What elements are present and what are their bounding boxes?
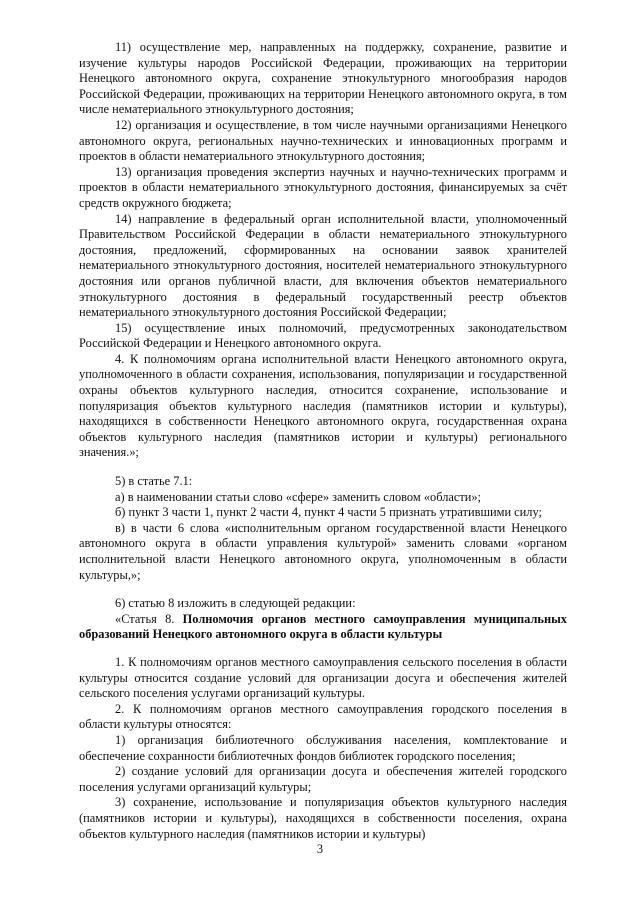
article-8-heading: [79, 612, 567, 643]
article-8-heading-prefix: «Статья 8.: [115, 611, 175, 626]
paragraph-article-7-1: 5) в статье 7.1:: [115, 474, 193, 489]
page-number: 3: [316, 842, 324, 856]
article-8-part-2-item-2: 2) создание условий для организации досуга и обеспечения жителей городского поселения услугами организаций культуры;: [79, 764, 567, 794]
article-8-heading-title: Полномочия органов местного самоуправления муниципальных образований Ненецкого автономного округа в области культуры: [79, 611, 567, 642]
paragraph-part-4: 4. К полномочиям органа исполнительной власти Ненецкого автономного округа, уполномоченного в области сохранения, использования, популяризации и государственной охраны объектов культурного наследия, относится сохранение, использование и популяризация объектов культурного наследия (памятников истории и культуры), находящихся в собственности Ненецкого автономного округа, государственная охрана объектов культурного наследия (памятников истории и культуры) регионального значения.»;: [79, 351, 567, 460]
paragraph-item-14: 14) направление в федеральный орган исполнительной власти, уполномоченный Правительством Российской Федерации в области нематериального этнокультурного достояния, предложений, сформированных на основании заявок хранителей нематериального этнокультурного достояния, носителей нематериального этнокультурного достояния или органов публичной власти, для включения объектов нематериального этнокультурного достояния в федеральный государственный реестр объектов нематериального этнокультурного достояния Российской Федерации;: [79, 211, 567, 320]
article-8-part-2: 2. К полномочиям органов местного самоуправления городского поселения в области культуры относятся:: [79, 701, 567, 732]
article-8-part-2-item-3: 3) сохранение, использование и популяризация объектов культурного наследия (памятников истории и культуры), находящихся в собственности поселения, охрана объектов культурного наследия (памятников истории и культуры): [79, 795, 567, 841]
paragraph-subitem-v: в) в части 6 слова «исполнительным органом государственной власти Ненецкого автономного округа в области управления культурой» заменить словами «органом исполнительной власти Ненецкого автономного округа, уполномоченным в области культуры,»;: [79, 520, 567, 582]
paragraph-subitem-b: б) пункт 3 части 1, пункт 2 части 4, пункт 4 части 5 признать утратившими силу;: [115, 505, 542, 520]
paragraph-item-15: 15) осуществление иных полномочий, предусмотренных законодательством Российской Федерации и Ненецкого автономного округа.: [79, 320, 567, 351]
paragraph-subitem-a: а) в наименовании статьи слово «сфере» заменить словом «области»;: [115, 489, 482, 504]
article-8-part-1: 1. К полномочиям органов местного самоуправления сельского поселения в области культуры относится создание условий для организации досуга и обеспечения жителей сельского поселения услугами организаций культуры.: [79, 654, 567, 701]
paragraph-article-8-intro: 6) статью 8 изложить в следующей редакции:: [115, 596, 356, 611]
paragraph-item-13: 13) организация проведения экспертиз научных и научно-технических программ и проектов в области нематериального этнокультурного достояния, финансируемых за счёт средств окружного бюджета;: [79, 164, 567, 210]
document-page: [79, 40, 567, 842]
paragraph-item-11: 11) осуществление мер, направленных на поддержку, сохранение, развитие и изучение культуры народов Российской Федерации, проживающих на территории Ненецкого автономного округа, сохранение этнокультурного многообразия народов Российской Федерации, проживающих на территории Ненецкого автономного округа, в том числе нематериального этнокультурного достояния;: [79, 40, 567, 117]
article-8-part-2-item-1: 1) организация библиотечного обслуживания населения, комплектование и обеспечение сохранности библиотечных фондов библиотек городского поселения;: [79, 732, 567, 763]
paragraph-item-12: 12) организация и осуществление, в том числе научными организациями Ненецкого автономного округа, региональных научно-технических и инновационных программ и проектов в области нематериального этнокультурного достояния;: [79, 117, 567, 164]
